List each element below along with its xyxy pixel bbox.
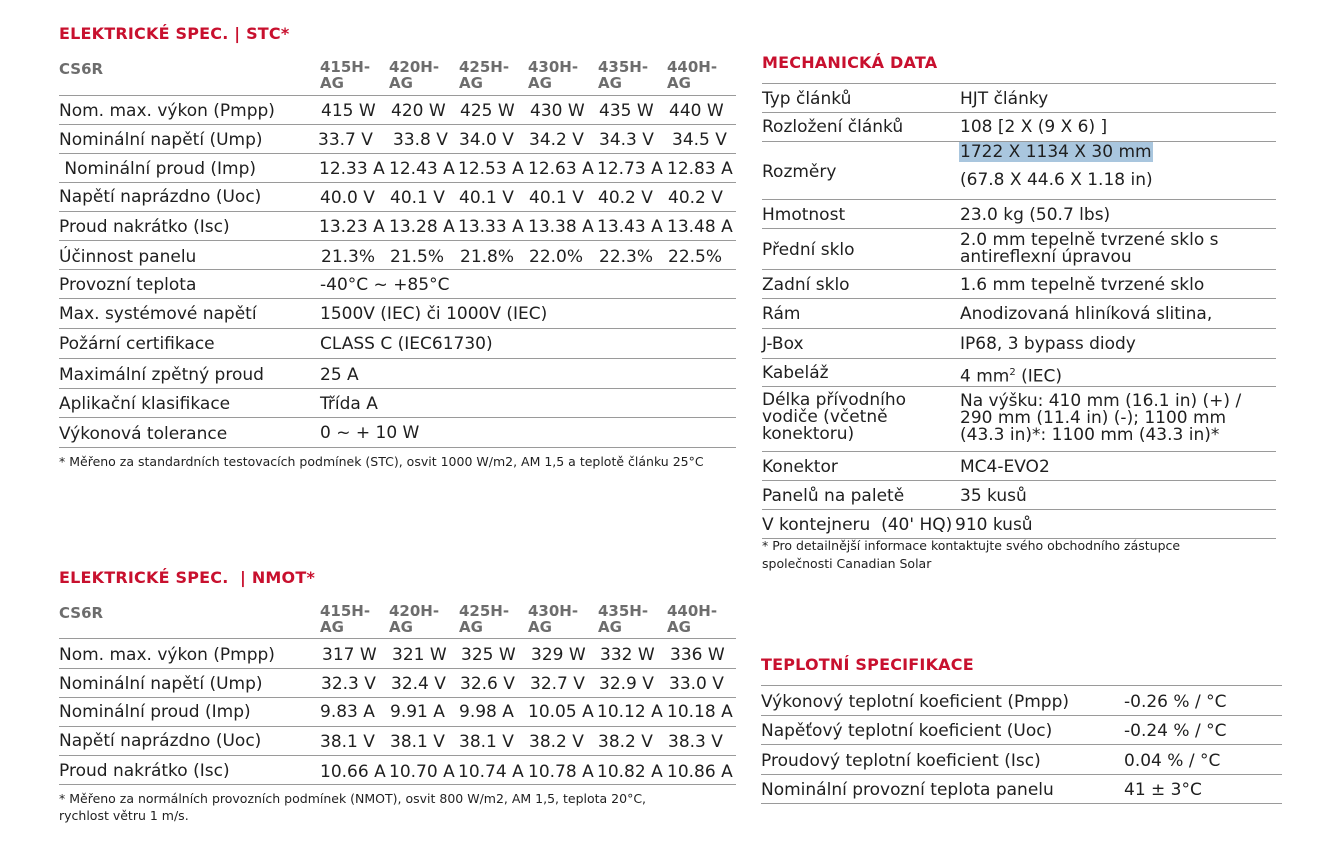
cell: 10.74 A [458,762,524,782]
row-label: Zadní sklo [762,275,850,295]
row-label: Nom. max. výkon (Pmpp) [59,645,275,665]
cell: 12.43 A [389,159,455,179]
row-label: Proud nakrátko (Isc) [59,217,230,237]
stc-header-430: 430H-AG [528,58,579,92]
nmot-header-440: 440H-AG [667,602,718,636]
nmot-header-430: 430H-AG [528,602,579,636]
table-row [59,698,736,727]
cell: 22.3% [599,247,654,267]
row-label: Nominální provozní teplota panelu [761,780,1054,800]
cell: 435 W [599,101,654,121]
table-row [762,359,1276,387]
cell: 415 W [321,101,376,121]
table-row [762,329,1276,359]
cabling-tail: (IEC) [1015,366,1063,387]
cell: 40.2 V [668,188,723,208]
cell: 41 ± 3°C [1124,780,1202,800]
table-row [59,418,736,448]
table-row [762,229,1276,270]
cell: MC4-EVO2 [960,457,1050,477]
nmot-footnote-line2: rychlost větru 1 m/s. [59,808,189,823]
table-row [762,270,1276,299]
cell: 13.33 A [458,217,524,237]
table-row [59,669,736,698]
cell: 22.0% [529,247,584,267]
cell: 10.78 A [528,762,594,782]
cell: 22.5% [668,247,723,267]
row-label: Provozní teplota [59,275,197,295]
cell: Anodizovaná hliníková slitina, [960,304,1213,324]
cell: 10.18 A [667,702,733,722]
table-row [761,686,1282,716]
cell: 1500V (IEC) či 1000V (IEC) [320,304,548,324]
cell: 21.3% [321,247,376,267]
cell: -0.26 % / °C [1124,692,1227,712]
stc-title: ELEKTRICKÉ SPEC. | STC* [59,24,290,43]
cell: 9.98 A [459,702,514,722]
row-label: Max. systémové napětí [59,304,257,324]
cell: 40.0 V [320,188,375,208]
cell: 425 W [460,101,515,121]
table-row [762,299,1276,329]
cell: 33.0 V [669,674,724,694]
cell: 38.1 V [459,732,514,752]
row-label: Rozměry [762,162,837,182]
row-label: Délka přívodního vodiče (včetně konektoru) [762,390,907,444]
cell: 0 ~ + 10 W [320,423,420,443]
cell: 440 W [669,101,724,121]
cell: 13.28 A [389,217,455,237]
row-label: Konektor [762,457,838,477]
cell-dimensions-in: (67.8 X 44.6 X 1.18 in) [960,170,1153,190]
cell: 38.2 V [529,732,584,752]
cabling-value: 4 mm [960,366,1010,387]
table-row [59,154,736,183]
table-row [59,756,736,785]
table-row [59,183,736,212]
cell: 2.0 mm tepelně tvrzené sklo s antireflexní úpravou [960,230,1219,267]
row-label: J-Box [762,334,804,354]
row-label: Účinnost panelu [59,247,197,267]
cell: 12.63 A [528,159,594,179]
table-row [59,329,736,359]
table-row [59,299,736,329]
cell: 32.7 V [530,674,585,694]
cell: 33.8 V [393,130,448,150]
table-row [762,113,1276,142]
cell: 21.8% [460,247,515,267]
mech-title: MECHANICKÁ DATA [762,53,938,72]
cell: Třída A [320,394,378,414]
table-row [59,359,736,389]
nmot-header-415: 415H-AG [320,602,371,636]
cell: 34.3 V [599,130,654,150]
cell: 108 [2 X (9 X 6) ] [960,117,1108,137]
row-label: Požární certifikace [59,334,215,354]
row-label: Napětí naprázdno (Uoc) [59,731,262,751]
table-row [59,639,736,669]
cell: -0.24 % / °C [1124,721,1227,741]
cell: 21.5% [390,247,445,267]
table-row [761,745,1282,775]
row-label: V kontejneru (40' HQ) [762,515,953,535]
cell: 32.6 V [460,674,515,694]
cell: 430 W [530,101,585,121]
cell: 34.5 V [672,130,727,150]
cell: 38.3 V [668,732,723,752]
cell: 34.2 V [529,130,584,150]
cell: CLASS C (IEC61730) [320,334,493,354]
cell: 10.86 A [667,762,733,782]
cell: 25 A [320,365,359,385]
cell: 321 W [392,645,447,665]
table-row [762,200,1276,229]
table-row [761,716,1282,745]
cell: 10.66 A [320,762,386,782]
table-row [59,389,736,418]
cell: 32.9 V [599,674,654,694]
table-row [762,142,1276,200]
cell: 13.48 A [667,217,733,237]
nmot-header-435: 435H-AG [598,602,649,636]
cell: 325 W [461,645,516,665]
cell: 35 kusů [960,486,1027,506]
row-label: Kabeláž [762,363,829,383]
cabling-sup: 2 [1009,367,1016,378]
cell: IP68, 3 bypass diody [960,334,1136,354]
cell: 32.3 V [321,674,376,694]
cell: 13.23 A [319,217,385,237]
row-label: Přední sklo [762,240,855,260]
cell: 10.70 A [389,762,455,782]
table-row [761,775,1282,804]
row-label: Typ článků [762,89,852,109]
temp-title: TEPLOTNÍ SPECIFIKACE [761,655,974,674]
nmot-model: CS6R [59,604,104,622]
stc-header-425: 425H-AG [459,58,510,92]
cell: 38.2 V [598,732,653,752]
row-label: Nominální napětí (Ump) [59,674,263,694]
cell: 13.38 A [528,217,594,237]
cell-cabling [960,363,1062,387]
cell: 9.91 A [390,702,445,722]
table-row [59,96,736,125]
cell: 40.2 V [598,188,653,208]
table-row [59,125,736,154]
row-label: Výkonový teplotní koeficient (Pmpp) [761,692,1070,712]
cell: 12.53 A [458,159,524,179]
row-label: Aplikační klasifikace [59,394,231,414]
row-label: Proud nakrátko (Isc) [59,761,230,781]
row-label: Nominální proud (Imp) [59,702,251,722]
row-label: Nominální proud (Imp) [59,159,257,179]
cell: 34.0 V [459,130,514,150]
row-label: Hmotnost [762,205,846,225]
cell: 910 kusů [955,515,1033,535]
table-row [59,727,736,756]
cell: 33.7 V [318,130,373,150]
cell: 10.12 A [597,702,663,722]
cell: 9.83 A [320,702,375,722]
table-row [59,270,736,299]
stc-header-435: 435H-AG [598,58,649,92]
cell: 420 W [391,101,446,121]
cell: 10.82 A [597,762,663,782]
table-row [762,452,1276,481]
cell: 329 W [531,645,586,665]
row-label: Panelů na paletě [762,486,905,506]
table-row [762,510,1276,539]
cell: 12.83 A [667,159,733,179]
cell: 40.1 V [459,188,514,208]
cell: 38.1 V [320,732,375,752]
stc-header-415: 415H-AG [320,58,371,92]
row-label: Rám [762,304,801,324]
table-row [762,387,1276,452]
cell: 317 W [322,645,377,665]
row-label: Napětí naprázdno (Uoc) [59,187,262,207]
nmot-header-420: 420H-AG [389,602,440,636]
cell: -40°C ~ +85°C [320,275,450,295]
cell-dimensions-mm: 1722 X 1134 X 30 mm [960,142,1152,162]
cell: 0.04 % / °C [1124,751,1221,771]
cell: 13.43 A [597,217,663,237]
table-row [59,212,736,241]
cell: 38.1 V [390,732,445,752]
cell: HJT články [960,89,1049,109]
cell: Na výšku: 410 mm (16.1 in) (+) / 290 mm (11.4 in) (-); 1100 mm (43.3 in)*: 1100 mm (43.3 in)* [960,391,1242,445]
cell: 40.1 V [390,188,445,208]
cell: 336 W [670,645,725,665]
stc-footnote: * Měřeno za standardních testovacích podmínek (STC), osvit 1000 W/m2, AM 1,5 a teplotě článku 25°C [59,454,704,469]
cell: 12.73 A [597,159,663,179]
row-label: Nominální napětí (Ump) [59,130,263,150]
cell: 23.0 kg (50.7 lbs) [960,205,1111,225]
cell: 32.4 V [391,674,446,694]
row-label: Maximální zpětný proud [59,365,264,385]
row-label: Proudový teplotní koeficient (Isc) [761,751,1041,771]
row-label: Nom. max. výkon (Pmpp) [59,101,275,121]
row-label: Výkonová tolerance [59,424,228,444]
table-row [762,84,1276,113]
row-label: Rozložení článků [762,117,904,137]
cell: 332 W [600,645,655,665]
stc-header-440: 440H-AG [667,58,718,92]
row-label: Napěťový teplotní koeficient (Uoc) [761,721,1053,741]
table-row [59,241,736,270]
cell: 1.6 mm tepelně tvrzené sklo [960,275,1205,295]
nmot-title: ELEKTRICKÉ SPEC. | NMOT* [59,568,316,587]
stc-model: CS6R [59,60,104,78]
cell: 12.33 A [319,159,385,179]
nmot-footnote-line1: * Měřeno za normálních provozních podmínek (NMOT), osvit 800 W/m2, AM 1,5, teplota 20°C, [59,791,647,806]
nmot-header-425: 425H-AG [459,602,510,636]
table-row [762,481,1276,510]
mech-footnote-line2: společnosti Canadian Solar [762,556,932,571]
stc-header-420: 420H-AG [389,58,440,92]
cell: 40.1 V [529,188,584,208]
mech-footnote-line1: * Pro detailnější informace kontaktujte svého obchodního zástupce [762,538,1181,553]
cell: 10.05 A [528,702,594,722]
